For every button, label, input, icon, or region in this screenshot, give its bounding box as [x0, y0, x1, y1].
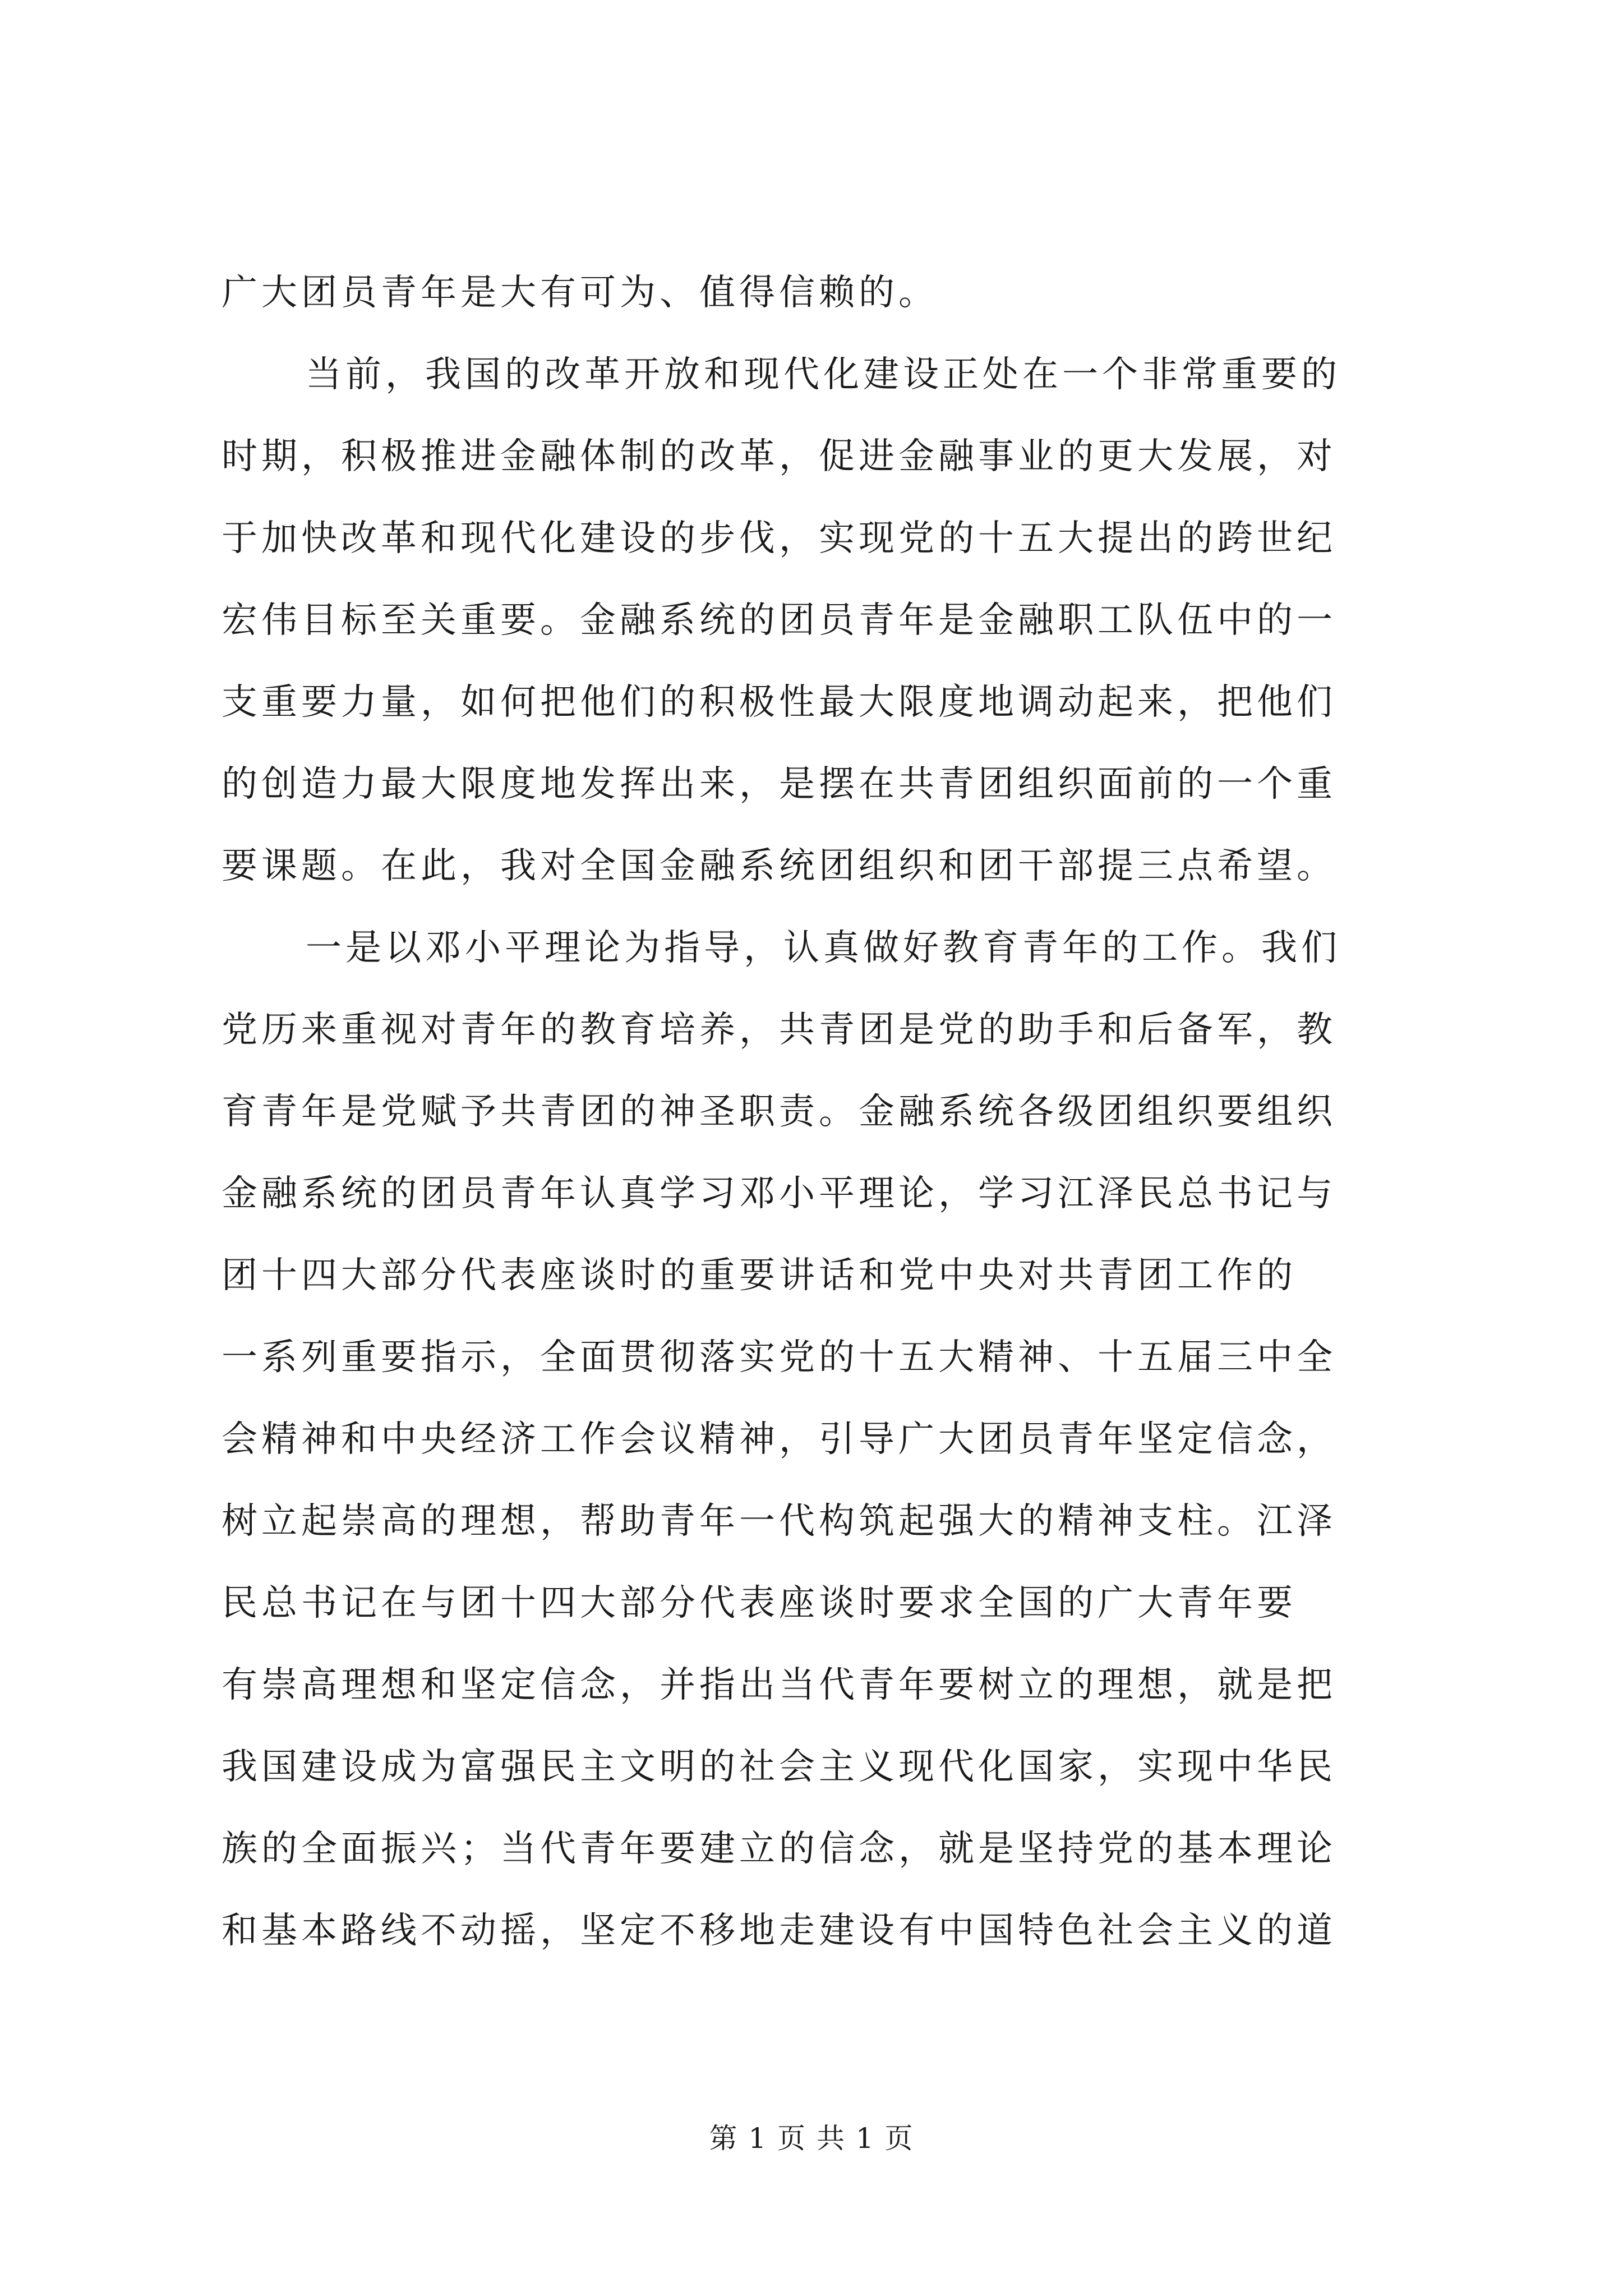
text-line: 广大团员青年是大有可为、值得信赖的。: [222, 272, 938, 314]
text-line: 树立起崇高的理想，帮助青年一代构筑起强大的精神支柱。江泽: [222, 1501, 1336, 1542]
text-line: 民总书记在与团十四大部分代表座谈时要求全国的广大青年要: [222, 1582, 1297, 1624]
text-line: 有崇高理想和坚定信念，并指出当代青年要树立的理想，就是把: [222, 1664, 1336, 1706]
text-line: 于加快改革和现代化建设的步伐，实现党的十五大提出的跨世纪: [222, 518, 1336, 559]
text-line: 的创造力最大限度地发挥出来，是摆在共青团组织面前的一个重: [222, 763, 1336, 805]
paragraph-start-line: 当前，我国的改革开放和现代化建设正处在一个非常重要的: [306, 354, 1341, 395]
paragraph-start-line: 一是以邓小平理论为指导，认真做好教育青年的工作。我们: [306, 927, 1341, 969]
text-line: 党历来重视对青年的教育培养，共青团是党的助手和后备军，教: [222, 1009, 1336, 1051]
text-line: 金融系统的团员青年认真学习邓小平理论，学习江泽民总书记与: [222, 1173, 1336, 1214]
text-line: 要课题。在此，我对全国金融系统团组织和团干部提三点希望。: [222, 845, 1336, 887]
text-line: 一系列重要指示，全面贯彻落实党的十五大精神、十五届三中全: [222, 1337, 1336, 1378]
text-line: 会精神和中央经济工作会议精神，引导广大团员青年坚定信念，: [222, 1419, 1336, 1460]
text-line: 育青年是党赋予共青团的神圣职责。金融系统各级团组织要组织: [222, 1091, 1336, 1133]
page-number-label: 第 1 页 共 1 页: [709, 2122, 914, 2155]
text-line: 团十四大部分代表座谈时的重要讲话和党中央对共青团工作的: [222, 1255, 1297, 1296]
text-line: 宏伟目标至关重要。金融系统的团员青年是金融职工队伍中的一: [222, 600, 1336, 641]
text-line: 我国建设成为富强民主文明的社会主义现代化国家，实现中华民: [222, 1746, 1336, 1788]
text-line: 族的全面振兴；当代青年要建立的信念，就是坚持党的基本理论: [222, 1828, 1336, 1870]
text-line: 和基本路线不动摇，坚定不移地走建设有中国特色社会主义的道: [222, 1910, 1336, 1952]
text-line: 时期，积极推进金融体制的改革，促进金融事业的更大发展，对: [222, 436, 1336, 477]
page-footer: [0, 2122, 1623, 2155]
body-text: [222, 252, 1422, 1972]
text-line: 支重要力量，如何把他们的积极性最大限度地调动起来，把他们: [222, 682, 1336, 723]
